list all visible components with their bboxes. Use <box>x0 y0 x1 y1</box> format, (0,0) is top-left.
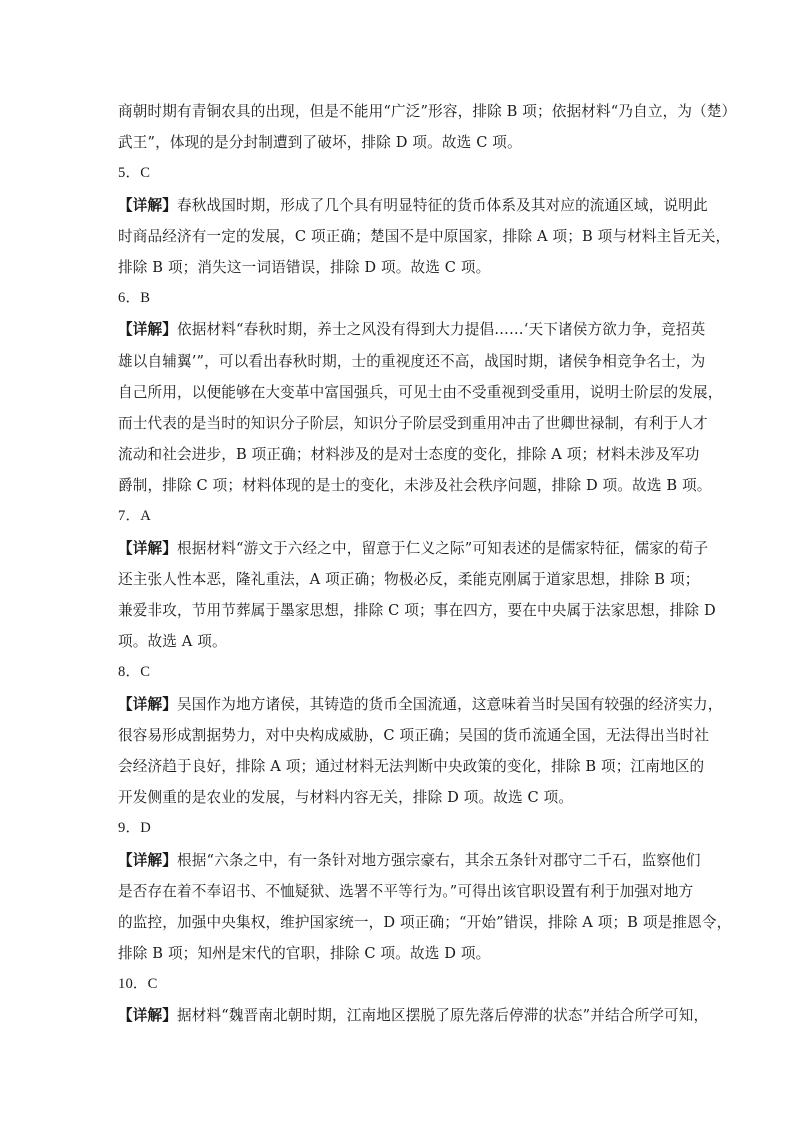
text-line: 武王”，体现的是分封制遭到了破坏，排除 D 项。故选 C 项。 <box>118 134 522 152</box>
explanation-line: 雄以自辅翼’”，可以看出春秋时期，士的重视度还不高，战国时期，诸侯争相竞争名士，为 <box>118 352 706 370</box>
detail-tag: 【详解】 <box>118 851 177 869</box>
explanation-line: 的监控，加强中央集权，维护国家统一，D 项正确；“开始”错误，排除 A 项；B 项是推恩令， <box>118 913 732 931</box>
answer-block <box>118 969 709 1031</box>
explanation-text: 据材料“魏晋南北朝时期，江南地区摆脱了原先落后停滞的状态”并结合所学可知， <box>176 1007 709 1025</box>
explanation-line: 排除 B 项；知州是宋代的官职，排除 C 项。故选 D 项。 <box>118 945 491 963</box>
explanation-text: 依据材料“春秋时期，养士之风没有得到大力提倡……‘天下诸侯方欲力争，竞招英 <box>176 321 706 339</box>
answer-block <box>118 813 732 969</box>
explanation-line <box>118 533 709 564</box>
explanation-line: 还主张人性本恶，隆礼重法，A 项正确；物极必反，柔能克刚属于道家思想，排除 B 项； <box>118 570 700 588</box>
explanation-line: 流动和社会进步，B 项正确；材料涉及的是对士态度的变化，排除 A 项；材料未涉及军功 <box>118 446 700 464</box>
explanation-line <box>118 1000 709 1031</box>
explanation-line: 自己所用，以便能够在大变革中富国强兵，可见士由不受重视到受重用，说明士阶层的发展， <box>118 383 723 401</box>
explanation-text: 根据“六条之中，有一条针对地方强宗豪右，其余五条针对郡守二千石，监察他们 <box>176 851 701 869</box>
answer-block <box>118 158 731 283</box>
explanation-line: 很容易形成割据势力，对中央构成威胁，C 项正确；吴国的货币流通全国，无法得出当时社 <box>118 726 710 744</box>
answer-block <box>118 283 723 501</box>
answer-number: 9．D <box>118 820 151 837</box>
answer-number: 6．B <box>118 290 151 307</box>
detail-tag: 【详解】 <box>118 321 177 339</box>
text-line: 商朝时期有青铜农具的出现，但是不能用“广泛”形容，排除 B 项；依据材料“乃自立，为（楚） <box>118 103 737 120</box>
explanation-line <box>118 190 708 221</box>
explanation-line <box>118 314 706 345</box>
explanation-line: 时商品经济有一定的发展，C 项正确；楚国不是中原国家，排除 A 项；B 项与材料主旨无关， <box>118 227 731 245</box>
explanation-text: 根据材料“游文于六经之中，留意于仁义之际”可知表述的是儒家特征，儒家的荀子 <box>176 539 709 557</box>
detail-tag: 【详解】 <box>118 695 177 713</box>
answer-number: 7．A <box>118 508 151 525</box>
explanation-line <box>118 845 701 876</box>
answer-number: 8．C <box>118 664 151 681</box>
explanation-line: 爵制，排除 C 项；材料体现的是士的变化，未涉及社会秩序问题，排除 D 项。故选 B 项。 <box>118 477 712 495</box>
answer-number: 5．C <box>118 165 151 182</box>
explanation-line: 是否存在着不奉诏书、不恤疑狱、选署不平等行为。”可得出该官职设置有利于加强对地方 <box>118 882 694 900</box>
answer-number: 10．C <box>118 976 158 993</box>
explanation-line: 开发侧重的是农业的发展，与材料内容无关，排除 D 项。故选 C 项。 <box>118 789 574 807</box>
explanation-line <box>118 689 723 720</box>
detail-tag: 【详解】 <box>118 196 177 214</box>
intro-paragraph <box>118 96 737 158</box>
document-page <box>118 96 737 1032</box>
explanation-text: 春秋战国时期，形成了几个具有明显特征的货币体系及其对应的流通区域，说明此 <box>176 196 708 214</box>
explanation-line: 兼爱非攻，节用节葬属于墨家思想，排除 C 项；事在四方，要在中央属于法家思想，排除 D <box>118 602 716 619</box>
detail-tag: 【详解】 <box>118 539 177 557</box>
explanation-line: 会经济趋于良好，排除 A 项；通过材料无法判断中央政策的变化，排除 B 项；江南地区的 <box>118 757 705 775</box>
explanation-text: 吴国作为地方诸侯，其铸造的货币全国流通，这意味着当时吴国有较强的经济实力， <box>176 695 723 713</box>
explanation-line: 而士代表的是当时的知识分子阶层，知识分子阶层受到重用冲击了世卿世禄制，有利于人才 <box>118 414 708 432</box>
explanation-line: 排除 B 项；消失这一词语错误，排除 D 项。故选 C 项。 <box>118 258 491 276</box>
answer-block <box>118 657 723 813</box>
detail-tag: 【详解】 <box>118 1007 177 1025</box>
explanation-line: 项。故选 A 项。 <box>118 633 227 651</box>
answer-block <box>118 501 716 657</box>
